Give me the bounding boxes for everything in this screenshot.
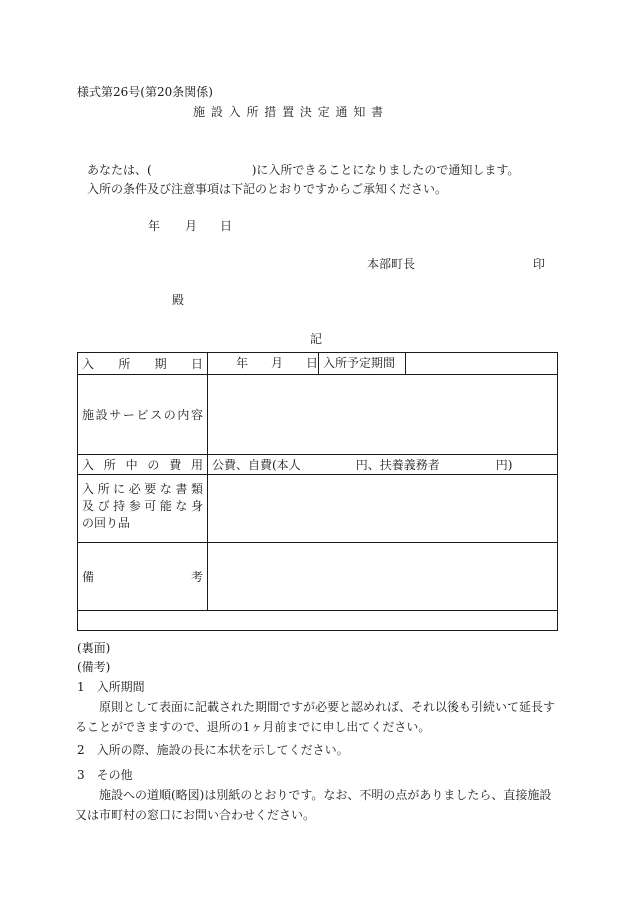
intro-line-2: 入所の条件及び注意事項は下記のとおりですからご承知ください。 bbox=[87, 182, 448, 196]
costs-guardian: 円、扶養義務者 bbox=[355, 458, 440, 472]
details-table bbox=[77, 352, 558, 631]
row-remarks bbox=[78, 543, 558, 611]
remarks-value[interactable] bbox=[208, 543, 558, 611]
note-1-title: 1 入所期間 bbox=[77, 680, 145, 694]
admission-year: 年 bbox=[236, 356, 249, 370]
row-service-content bbox=[78, 375, 558, 455]
date-year: 年 bbox=[148, 219, 161, 233]
intro-line-1-start: あなたは、( bbox=[87, 163, 152, 177]
admission-date-label: 入所期日 bbox=[78, 353, 208, 375]
costs-label: 入所中の費用 bbox=[78, 455, 208, 475]
ki-heading: 記 bbox=[310, 332, 323, 346]
form-number: 様式第26号(第20条関係) bbox=[77, 85, 213, 99]
required-items-value[interactable] bbox=[208, 475, 558, 543]
issuer-name: 本部町長 bbox=[367, 257, 416, 271]
intro-line-1-end: )に入所できることになりましたので通知します。 bbox=[251, 163, 520, 177]
note-2: 2 入所の際、施設の長に本状を示してください。 bbox=[77, 743, 349, 757]
back-side-label: (裏面) bbox=[77, 641, 111, 655]
note-1-body: 原則として表面に記載された期間ですが必要と認めれば、それ以後も引続いて延長することができますので、退所の1ヶ月前までに申し出てください。 bbox=[75, 700, 556, 734]
admission-day: 日 bbox=[306, 356, 319, 370]
remarks-label: 備 考 bbox=[78, 543, 208, 611]
service-content-value[interactable] bbox=[208, 375, 558, 455]
planned-period-value[interactable] bbox=[406, 353, 557, 374]
planned-period-label: 入所予定期間 bbox=[319, 353, 406, 374]
blank-row-cell[interactable] bbox=[78, 611, 558, 631]
addressee-suffix: 殿 bbox=[172, 293, 185, 307]
notes-label: (備考) bbox=[77, 660, 111, 674]
admission-date-value[interactable] bbox=[208, 353, 319, 374]
row-admission-date bbox=[78, 353, 558, 375]
note-3-title: 3 その他 bbox=[77, 768, 133, 782]
document-title: 施 設 入 所 措 置 決 定 通 知 書 bbox=[193, 105, 385, 119]
service-content-label: 施設サービスの内容 bbox=[78, 375, 208, 455]
costs-public: 公費、自費(本人 bbox=[212, 458, 301, 472]
costs-end: 円) bbox=[495, 458, 513, 472]
required-items-label: 入所に必要な書類 及び持参可能な身 の回り品 bbox=[78, 475, 208, 543]
admission-date-cell[interactable] bbox=[208, 353, 558, 375]
date-day: 日 bbox=[220, 219, 233, 233]
note-3-body: 施設への道順(略図)は別紙のとおりです。なお、不明の点がありましたら、直接施設又は市町村の窓口にお問い合わせください。 bbox=[75, 788, 552, 822]
row-blank bbox=[78, 611, 558, 631]
row-costs bbox=[78, 455, 558, 475]
costs-value[interactable] bbox=[208, 455, 558, 475]
row-required-items bbox=[78, 475, 558, 543]
seal-mark: 印 bbox=[533, 257, 546, 271]
intro-line-1 bbox=[87, 162, 519, 178]
date-month: 月 bbox=[185, 219, 198, 233]
admission-month: 月 bbox=[271, 356, 284, 370]
